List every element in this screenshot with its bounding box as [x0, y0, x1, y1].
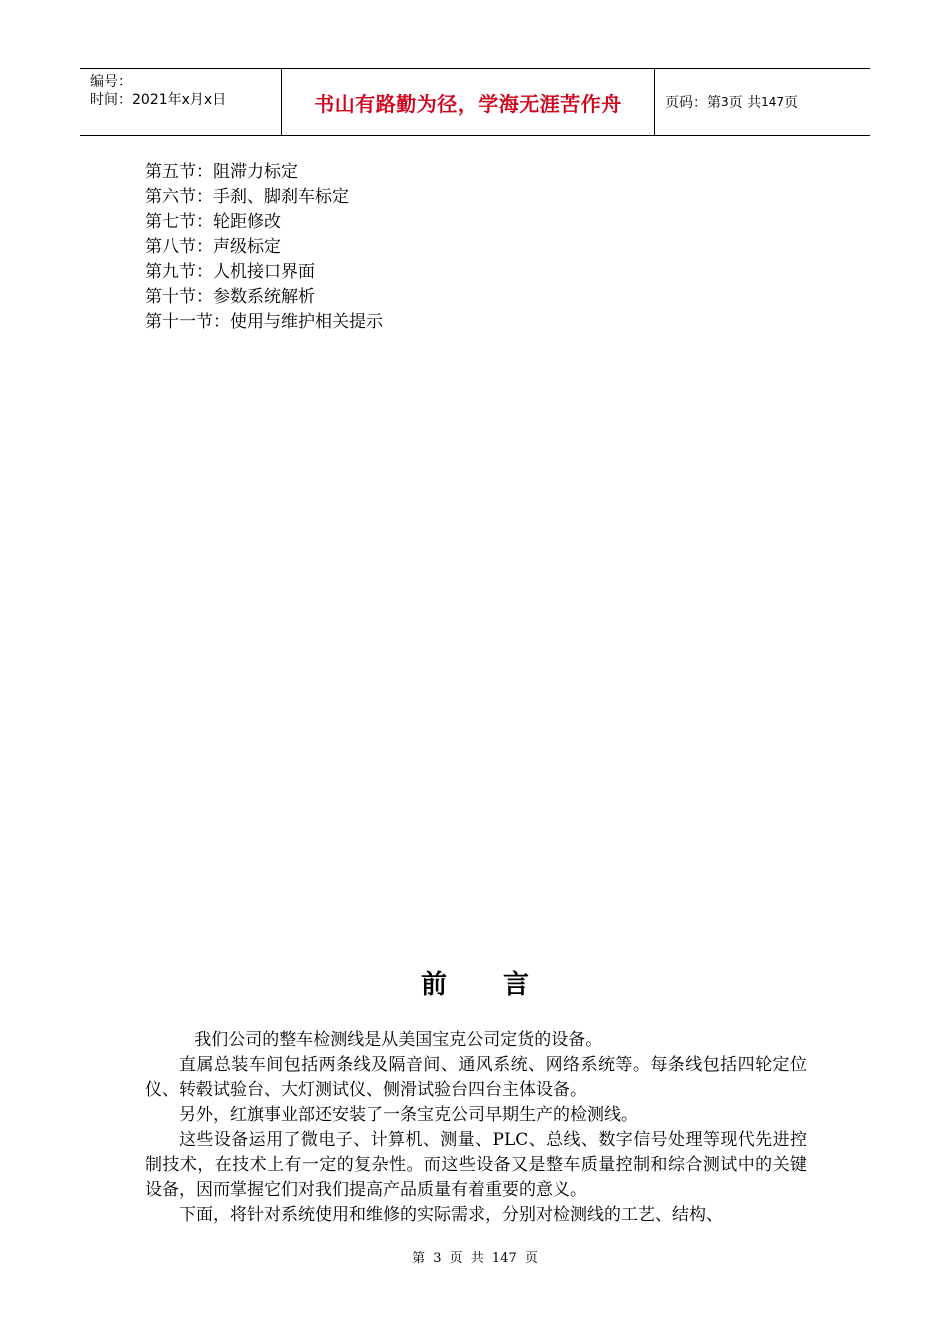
page-prefix: 页码：第 — [665, 95, 721, 111]
preface-paragraph: 我们公司的整车检测线是从美国宝克公司定货的设备。 — [194, 1030, 603, 1050]
page-mid: 页 共 — [728, 95, 762, 111]
toc-item: 第五节：阻滞力标定 — [145, 162, 298, 182]
document-time: 时间：2021年x月x日 — [90, 92, 227, 108]
preface-paragraph: 直属总装车间包括两条线及隔音间、通风系统、网络系统等。每条线包括四轮定位仪、转毂试验台、大灯测试仪、侧滑试验台四台主体设备。 — [145, 1055, 807, 1100]
preface-paragraph: 下面，将针对系统使用和维修的实际需求，分别对检测线的工艺、结构、 — [179, 1205, 723, 1225]
toc-item: 第七节：轮距修改 — [145, 212, 281, 232]
toc-item: 第八节：声级标定 — [145, 237, 281, 257]
header-page-info — [655, 69, 870, 135]
page-suffix: 页 — [784, 95, 798, 111]
page-total: 147 — [761, 95, 784, 109]
document-number-label: 编号： — [90, 74, 132, 90]
preface-body — [145, 1028, 807, 1228]
preface-paragraph: 另外，红旗事业部还安装了一条宝克公司早期生产的检测线。 — [179, 1105, 638, 1125]
table-of-contents — [145, 160, 383, 335]
toc-item: 第十节：参数系统解析 — [145, 287, 315, 307]
preface-title: 前言 — [420, 970, 585, 1000]
toc-item: 第六节：手刹、脚刹车标定 — [145, 187, 349, 207]
toc-item: 第十一节：使用与维护相关提示 — [145, 312, 383, 332]
page-current: 3 — [721, 95, 729, 109]
header-left-cell — [80, 69, 282, 135]
header-table — [80, 68, 870, 136]
preface-paragraph: 这些设备运用了微电子、计算机、测量、PLC、总线、数字信号处理等现代先进控制技术，在技术上有一定的复杂性。而这些设备又是整车质量控制和综合测试中的关键设备，因而掌握它们对我们提高产品质量有着重要的意义。 — [145, 1130, 807, 1200]
header-motto: 书山有路勤为径，学海无涯苦作舟 — [282, 69, 655, 135]
page-footer: 第 3 页 共 147 页 — [412, 1251, 538, 1266]
toc-item: 第九节：人机接口界面 — [145, 262, 315, 282]
